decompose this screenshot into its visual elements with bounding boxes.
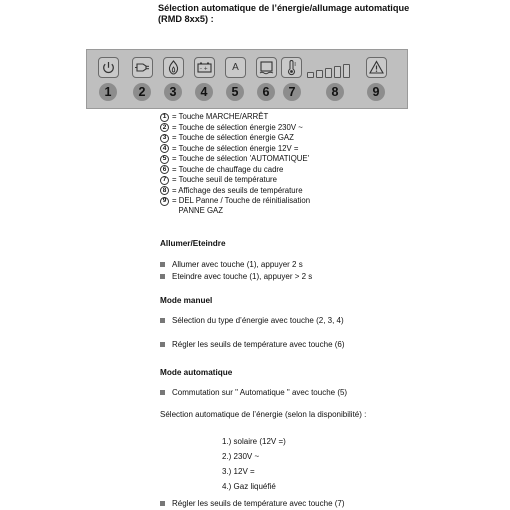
legend-number: 3	[160, 134, 169, 143]
svg-text:– +: – +	[199, 66, 208, 72]
key-number-1: 1	[99, 83, 117, 101]
plug-icon	[134, 59, 151, 76]
section-heading-automatic: Mode automatique	[160, 368, 233, 377]
legend-number: 2	[160, 123, 169, 132]
legend-number: 5	[160, 155, 169, 164]
energy-priority-item: 4.) Gaz liquéfié	[222, 482, 276, 491]
energy-230v-button[interactable]	[132, 57, 153, 78]
control-panel	[86, 49, 408, 109]
bullet-text: Sélection du type d’énergie avec touche (2, 3, 4)	[172, 316, 344, 325]
legend-number: 7	[160, 176, 169, 185]
frame-heating-icon	[258, 59, 275, 76]
bullet-text: Commutation sur " Automatique " avec touche (5)	[172, 388, 348, 397]
legend-text: = Touche de chauffage du cadre	[172, 164, 284, 174]
section-heading-manual: Mode manuel	[160, 296, 213, 305]
list-item	[160, 272, 370, 282]
bullet	[160, 342, 165, 347]
energy-gas-button[interactable]	[163, 57, 184, 78]
paragraph: Sélection automatique de l’énergie (selon la disponibilité) :	[160, 410, 367, 419]
bullet	[160, 262, 165, 267]
energy-12v-button[interactable]	[194, 57, 215, 78]
automatic-a-icon: A	[232, 62, 239, 73]
legend-number: 9	[160, 197, 169, 206]
legend-item	[160, 133, 310, 144]
key-number-3: 3	[164, 83, 182, 101]
list-item	[160, 340, 370, 350]
energy-priority-item: 1.) solaire (12V =)	[222, 437, 286, 446]
level-led	[343, 64, 350, 78]
legend-text: = Touche seuil de température	[172, 175, 277, 184]
energy-priority-item: 3.) 12V =	[222, 467, 255, 476]
legend-item	[160, 186, 310, 197]
key-number-9: 9	[367, 83, 385, 101]
battery-icon	[196, 59, 213, 76]
level-led	[316, 70, 323, 78]
level-led	[325, 68, 332, 78]
key-number-5: 5	[226, 83, 244, 101]
key-number-6: 6	[257, 83, 275, 101]
legend-text: = DEL Panne / Touche de réinitialisation PANNE GAZ	[172, 196, 311, 215]
legend-item	[160, 165, 310, 176]
key-number-2: 2	[133, 83, 151, 101]
list-item	[160, 260, 370, 270]
legend-text: = Touche de sélection 'AUTOMATIQUE'	[172, 154, 310, 163]
key-number-4: 4	[195, 83, 213, 101]
temperature-level-display	[307, 64, 350, 78]
legend-number: 6	[160, 165, 169, 174]
legend-number: 8	[160, 186, 169, 195]
key-number-8: 8	[326, 83, 344, 101]
legend-number: 4	[160, 144, 169, 153]
bullet-text: Régler les seuils de température avec touche (7)	[172, 499, 345, 508]
legend-item	[160, 175, 310, 186]
legend-text: = Touche de sélection énergie 12V =	[172, 143, 299, 153]
level-led	[307, 72, 314, 78]
bullet	[160, 501, 165, 506]
legend-item	[160, 123, 310, 134]
automatic-button[interactable]	[225, 57, 246, 78]
list-item	[160, 316, 370, 326]
legend-text: = Touche de sélection énergie 230V ~	[172, 122, 303, 132]
thermometer-icon	[283, 59, 300, 76]
legend-item	[160, 112, 310, 123]
list-item	[160, 388, 370, 398]
warning-icon	[368, 59, 385, 76]
bullet-text: Eteindre avec touche (1), appuyer > 2 s	[172, 272, 313, 281]
page-title: Sélection automatique de l’énergie/allumage automatique (RMD 8xx5) :	[158, 3, 410, 24]
legend-text: = Touche MARCHE/ARRÊT	[172, 112, 269, 121]
frame-heating-button[interactable]	[256, 57, 277, 78]
level-led	[334, 66, 341, 78]
temperature-threshold-button[interactable]	[281, 57, 302, 78]
fault-reset-button[interactable]	[366, 57, 387, 78]
bullet	[160, 274, 165, 279]
gas-flame-icon	[165, 59, 182, 76]
bullet-text: Régler les seuils de température avec touche (6)	[172, 340, 345, 349]
power-button[interactable]	[98, 57, 119, 78]
bullet	[160, 390, 165, 395]
key-number-7: 7	[283, 83, 301, 101]
power-icon	[100, 59, 117, 76]
legend-number: 1	[160, 113, 169, 122]
bullet	[160, 318, 165, 323]
legend-item	[160, 154, 310, 165]
section-heading-on-off: Allumer/Eteindre	[160, 239, 226, 248]
energy-priority-item: 2.) 230V ~	[222, 452, 260, 461]
legend-text: = Affichage des seuils de température	[172, 185, 303, 195]
bullet-text: Allumer avec touche (1), appuyer 2 s	[172, 260, 303, 269]
key-legend	[160, 112, 310, 216]
legend-text: = Touche de sélection énergie GAZ	[172, 133, 294, 142]
legend-item	[160, 144, 310, 155]
list-item	[160, 499, 370, 509]
legend-item	[160, 196, 310, 216]
